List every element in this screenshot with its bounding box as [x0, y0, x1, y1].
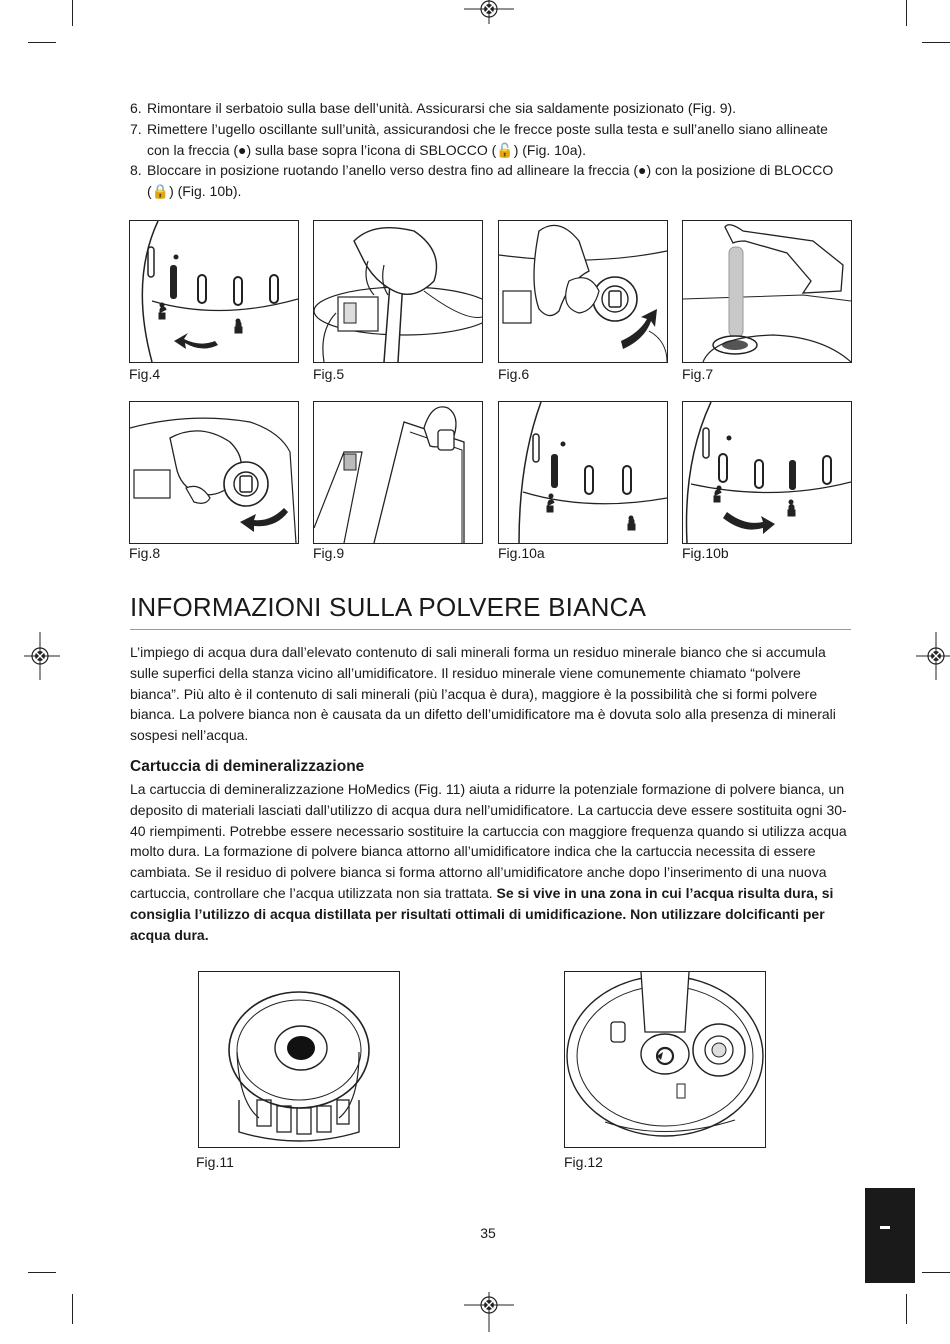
- figure-9-caption: Fig.9: [313, 545, 345, 561]
- language-tab: [865, 1188, 915, 1283]
- figure-10a-caption: Fig.10a: [498, 545, 545, 561]
- crop-mark: [72, 1294, 73, 1324]
- figure-10b: [682, 401, 852, 544]
- figure-8-caption: Fig.8: [129, 545, 161, 561]
- figure-10b-caption: Fig.10b: [682, 545, 729, 561]
- figure-5: [313, 220, 483, 363]
- registration-mark-icon: [464, 0, 514, 29]
- figure-5-caption: Fig.5: [313, 366, 345, 382]
- section-divider: [130, 629, 851, 630]
- figure-12-caption: Fig.12: [564, 1154, 603, 1170]
- section-title: INFORMAZIONI SULLA POLVERE BIANCA: [130, 592, 647, 622]
- step-number: 8.: [130, 162, 142, 178]
- crop-mark: [28, 42, 56, 43]
- figure-7: [682, 220, 852, 363]
- figure-9: [313, 401, 483, 544]
- figure-11: [198, 971, 400, 1148]
- figure-7-caption: Fig.7: [682, 366, 714, 382]
- step-8: [130, 160, 850, 202]
- cartridge-text: La cartuccia di demineralizzazione HoMedics (Fig. 11) aiuta a ridurre la potenziale formazione di polvere bianca, un deposito di materiali lasciati dall’utilizzo di acqua dura nell’umidificatore. La cartuccia deve essere sostituita ogni 30-40 riempimenti. Potrebbe essere necessario sostituire la cartuccia con maggiore frequenza quando si utilizza acqua molto dura. La formazione di polvere bianca attorno all’umidificatore indica che la cartuccia necessita di essere cambiata. Se il residuo di polvere bianca si forma attorno all’umidificatore anche dopo l’inserimento di una nuova cartuccia, controllare che l’acqua utilizzata non sia trattata.: [130, 781, 847, 901]
- cartridge-warning: Se si vive in una zona in cui l’acqua risulta dura, si consiglia l’utilizzo di acqua distillata per risultati ottimali di umidificazione. Non utilizzare dolcificanti per acqua dura.: [130, 884, 834, 943]
- step-7: [130, 119, 850, 161]
- step-number: 6.: [130, 100, 142, 116]
- registration-mark-icon: [24, 632, 60, 685]
- crop-mark: [72, 0, 73, 26]
- figure-11-caption: Fig.11: [196, 1154, 234, 1170]
- crop-mark: [906, 1294, 907, 1324]
- crop-mark: [922, 1272, 950, 1273]
- figure-4: [129, 220, 299, 363]
- cartridge-paragraph: [130, 779, 852, 945]
- registration-mark-icon: [464, 1292, 514, 1337]
- figure-6: [498, 220, 668, 363]
- figure-10a: [498, 401, 668, 544]
- step-text: Rimontare il serbatoio sulla base dell’unità. Assicurarsi che sia saldamente posizionato (Fig. 9).: [147, 100, 737, 116]
- figure-12: [564, 971, 766, 1148]
- crop-mark: [28, 1272, 56, 1273]
- figure-4-caption: Fig.4: [129, 366, 161, 382]
- intro-paragraph: L’impiego di acqua dura dall’elevato contenuto di sali minerali forma un residuo minerale bianco che si accumula sulle superfici della stanza vicino all’umidificatore. Il residuo minerale viene comunemente chiamato “polvere bianca”. Più alto è il contenuto di sali minerali (più l’acqua è dura), maggiore è la possibilità che si formi polvere bianca. La polvere bianca non è causata da un difetto dell’umidificatore ma è dovuta solo alla presenza di minerali sospesi nell’acqua.: [130, 644, 836, 744]
- step-number: 7.: [130, 121, 142, 137]
- figure-8: [129, 401, 299, 544]
- registration-mark-icon: [916, 632, 950, 685]
- page-number: 35: [480, 1225, 496, 1241]
- cartridge-heading: Cartuccia di demineralizzazione: [130, 758, 365, 775]
- figure-6-caption: Fig.6: [498, 366, 530, 382]
- step-6: [130, 98, 850, 119]
- crop-mark: [906, 0, 907, 26]
- step-text: Bloccare in posizione ruotando l’anello verso destra fino ad allineare la freccia (●) con la posizione di BLOCCO (🔒) (Fig. 10b).: [147, 162, 834, 199]
- language-tab-label: [880, 1226, 890, 1229]
- crop-mark: [922, 42, 950, 43]
- step-text: Rimettere l’ugello oscillante sull’unità, assicurandosi che le frecce poste sulla testa e sull’anello siano allineate con la freccia (●) sulla base sopra l’icona di SBLOCCO (🔓) (Fig. 10a).: [147, 121, 828, 158]
